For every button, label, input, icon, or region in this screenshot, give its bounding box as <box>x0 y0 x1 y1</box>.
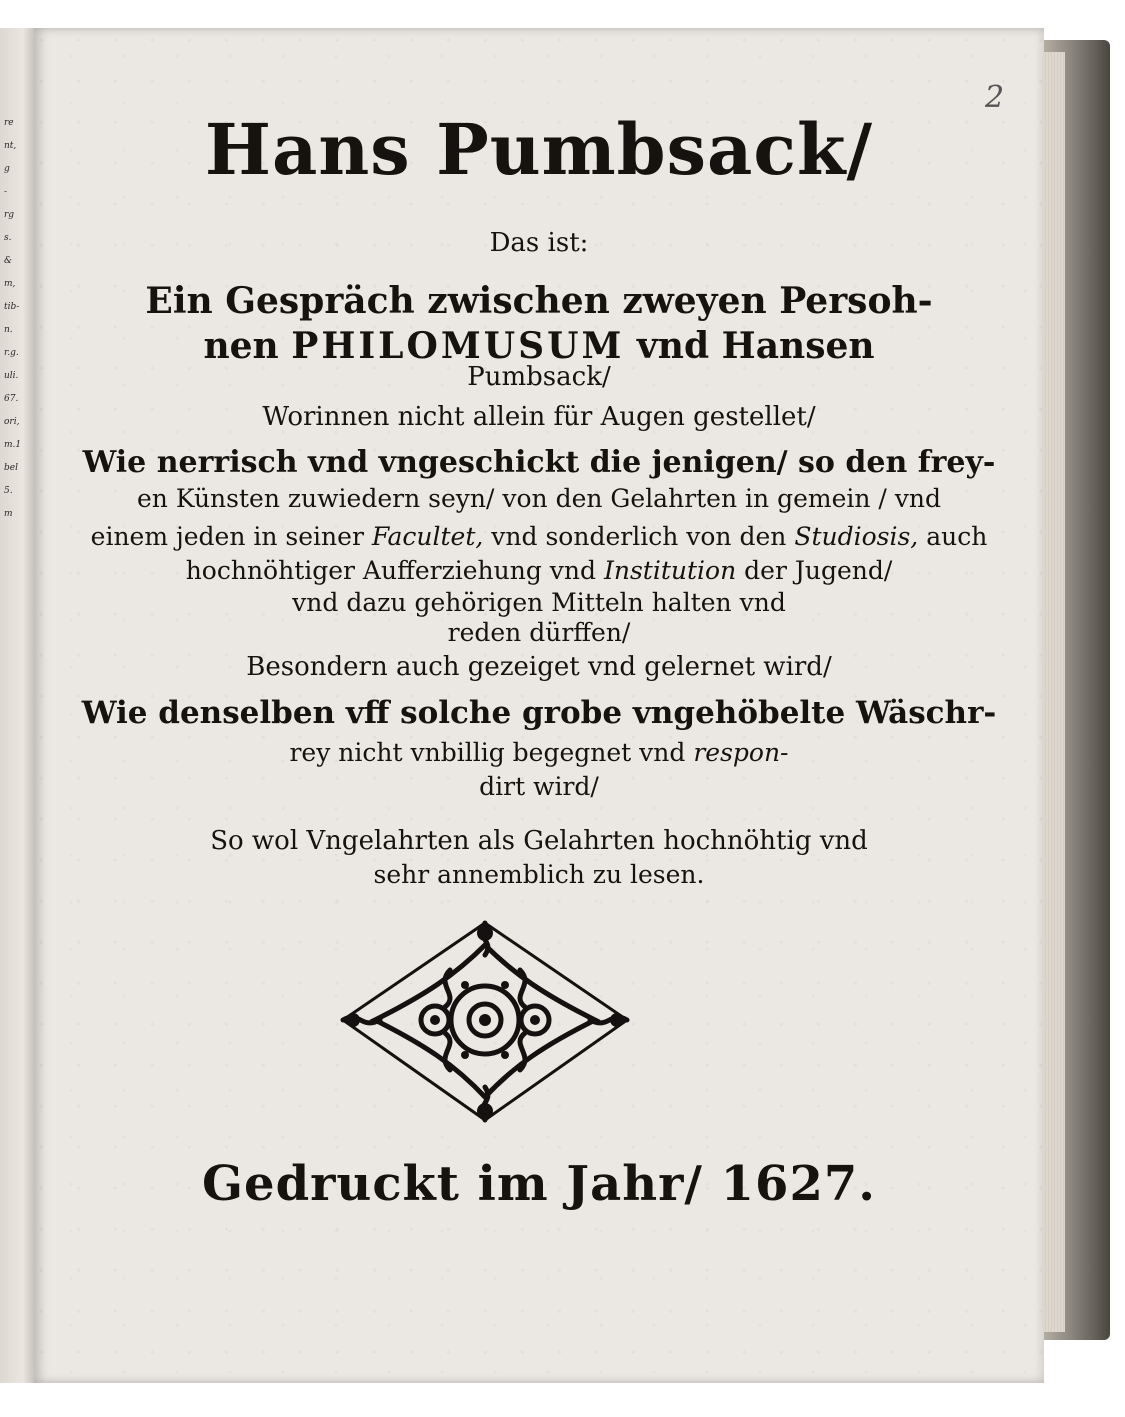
title-line-6: en Künsten zuwiedern seyn/ von den Gelahrten in gemein / vnd <box>136 484 942 513</box>
printer-ornament <box>335 915 635 1130</box>
left-page-fragment: ori, <box>4 417 20 427</box>
left-page-fragment: - <box>4 187 8 197</box>
left-page-fragment: bel <box>4 463 18 473</box>
page-number: 2 <box>985 80 1005 115</box>
title-line-3: Pumbsack/ <box>467 362 611 392</box>
title-line-10: reden dürffen/ <box>447 618 631 647</box>
title-line-11: Besondern auch gezeiget vnd gelernet wird/ <box>246 652 832 682</box>
left-page-fragment: r.g. <box>4 348 19 358</box>
title-line-13: rey nicht vnbillig begegnet vnd respon- <box>289 738 789 767</box>
left-page-fragment: s. <box>4 233 12 243</box>
book-title: Hans Pumbsack/ <box>204 108 874 191</box>
left-page-fragment: rg <box>4 210 15 220</box>
title-line-15: So wol Vngelahrten als Gelahrten hochnöhtig vnd <box>210 826 868 856</box>
left-page-fragment: uli. <box>4 371 19 381</box>
left-page-fragment: tib- <box>4 302 20 312</box>
title-line-8: hochnöhtiger Aufferziehung vnd Institution der Jugend/ <box>185 556 893 585</box>
philomusum-name: PHILOMUSUM <box>291 325 625 367</box>
left-page-fragment: 5. <box>4 486 13 496</box>
left-page-fragment: m <box>4 509 13 519</box>
title-line-7: einem jeden in seiner Facultet, vnd sonderlich von den Studiosis, auch <box>90 522 988 551</box>
title-line-2: nen PHILOMUSUM vnd Hansen <box>203 325 875 367</box>
title-line-9: vnd dazu gehörigen Mitteln halten vnd <box>292 588 786 617</box>
left-page-fragment: & <box>4 256 13 266</box>
left-page-fragment: m, <box>4 279 16 289</box>
title-line-1: Ein Gespräch zwischen zweyen Persoh- <box>145 280 933 322</box>
left-page-fragment: m.1 <box>4 440 22 450</box>
subtitle: Das ist: <box>489 228 589 258</box>
title-line-16: sehr annemblich zu lesen. <box>373 860 705 889</box>
title-line-4: Worinnen nicht allein für Augen gestellet/ <box>262 402 816 432</box>
title-line-12: Wie denselben vff solche grobe vngehöbelte Wäschr- <box>81 695 997 731</box>
imprint: Gedruckt im Jahr/ 1627. <box>202 1156 876 1212</box>
left-page-fragment: re <box>4 118 14 128</box>
left-page-fragment: n. <box>4 325 13 335</box>
left-page-margin <box>0 28 38 1383</box>
title-line-5: Wie nerrisch vnd vngeschickt die jenigen/ so den frey- <box>82 445 996 480</box>
left-page-fragment: g <box>4 164 10 174</box>
left-page-fragment: nt, <box>4 141 17 151</box>
left-page-fragment: 67. <box>4 394 19 404</box>
title-line-14: dirt wird/ <box>479 772 599 801</box>
